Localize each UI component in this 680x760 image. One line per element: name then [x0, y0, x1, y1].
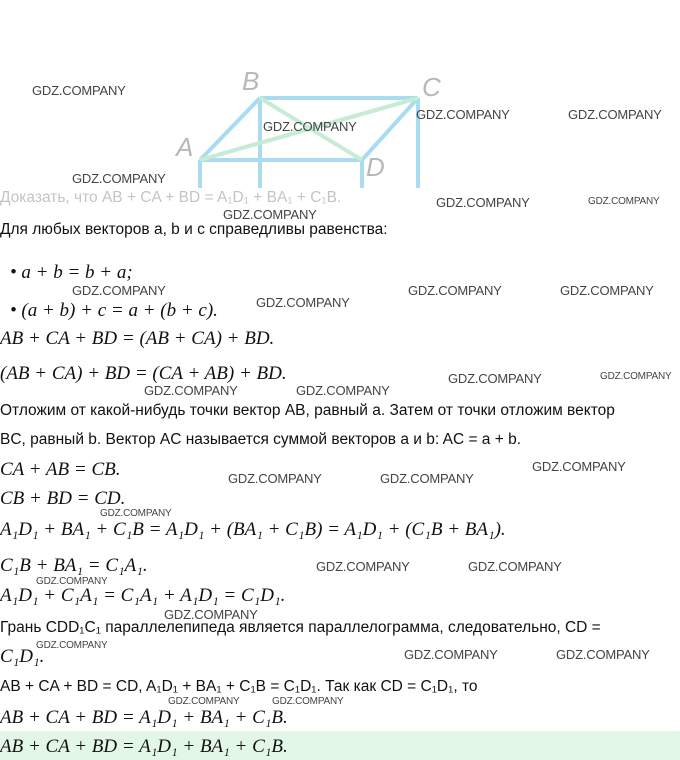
problem-statement: Доказать, что AB + CA + BD = A₁D₁ + BA₁ + C₁B. — [0, 189, 342, 206]
watermark: GDZ.COMPANY — [144, 383, 238, 398]
watermark: GDZ.COMPANY — [100, 508, 172, 519]
solution-line: • (a + b) + c = a + (b + c). — [10, 300, 218, 321]
watermark: GDZ.COMPANY — [228, 471, 322, 486]
watermark: GDZ.COMPANY — [72, 171, 166, 186]
point-label-b: B — [242, 66, 260, 96]
watermark: GDZ.COMPANY — [408, 283, 502, 298]
watermark: GDZ.COMPANY — [164, 607, 258, 622]
solution-line: AB + CA + BD = A₁D₁ + BA₁ + C₁B. — [0, 707, 288, 728]
solution-line: CB + BD = CD. — [0, 488, 126, 509]
point-label-c: C — [422, 72, 441, 102]
final-result: AB + CA + BD = A₁D₁ + BA₁ + C₁B. — [0, 736, 288, 757]
watermark: GDZ.COMPANY — [568, 107, 662, 122]
watermark: GDZ.COMPANY — [532, 459, 626, 474]
watermark: GDZ.COMPANY — [468, 559, 562, 574]
solution-line: A₁D₁ + C₁A₁ = C₁A₁ + A₁D₁ = C₁D₁. — [0, 585, 286, 606]
watermark: GDZ.COMPANY — [256, 295, 350, 310]
watermark: GDZ.COMPANY — [36, 640, 108, 651]
watermark: GDZ.COMPANY — [32, 83, 126, 98]
watermark: GDZ.COMPANY — [404, 647, 498, 662]
watermark: GDZ.COMPANY — [588, 196, 660, 207]
watermark: GDZ.COMPANY — [448, 371, 542, 386]
solution-line: Отложим от какой-нибудь точки вектор AB, равный a. Затем от точки отложим вектор — [0, 402, 615, 419]
watermark: GDZ.COMPANY — [36, 576, 108, 587]
watermark: GDZ.COMPANY — [556, 647, 650, 662]
solution-line: • a + b = b + a; — [10, 262, 133, 283]
watermark: GDZ.COMPANY — [600, 371, 672, 382]
watermark: GDZ.COMPANY — [168, 696, 240, 707]
solution-line: C₁B + BA₁ = C₁A₁. — [0, 555, 148, 576]
solution-line: A₁D₁ + BA₁ + C₁B = A₁D₁ + (BA₁ + C₁B) = A₁D₁ + (C₁B + BA₁). — [0, 519, 506, 540]
watermark: GDZ.COMPANY — [296, 383, 390, 398]
watermark: GDZ.COMPANY — [380, 471, 474, 486]
solution-line: CA + AB = CB. — [0, 459, 121, 480]
solution-line: Для любых векторов a, b и c справедливы равенства: — [0, 221, 388, 238]
solution-line: BC, равный b. Вектор AC называется суммой векторов a и b: AC = a + b. — [0, 431, 522, 448]
point-label-d: D — [366, 152, 385, 182]
watermark: GDZ.COMPANY — [272, 696, 344, 707]
solution-line: (AB + CA) + BD = (CA + AB) + BD. — [0, 363, 287, 384]
solution-line: C₁D₁. — [0, 646, 45, 667]
watermark: GDZ.COMPANY — [560, 283, 654, 298]
solution-line: Грань CDD₁C₁ параллелепипеда является параллелограмма, следовательно, CD = — [0, 619, 601, 636]
solution-line: AB + CA + BD = (AB + CA) + BD. — [0, 328, 275, 349]
solution-line: AB + CA + BD = CD, A₁D₁ + BA₁ + C₁B = C₁D₁. Так как CD = C₁D₁, то — [0, 678, 478, 695]
watermark: GDZ.COMPANY — [416, 107, 510, 122]
watermark: GDZ.COMPANY — [223, 207, 317, 222]
watermark: GDZ.COMPANY — [263, 119, 357, 134]
watermark: GDZ.COMPANY — [316, 559, 410, 574]
point-label-a: A — [176, 132, 194, 162]
watermark: GDZ.COMPANY — [436, 195, 530, 210]
watermark: GDZ.COMPANY — [72, 283, 166, 298]
